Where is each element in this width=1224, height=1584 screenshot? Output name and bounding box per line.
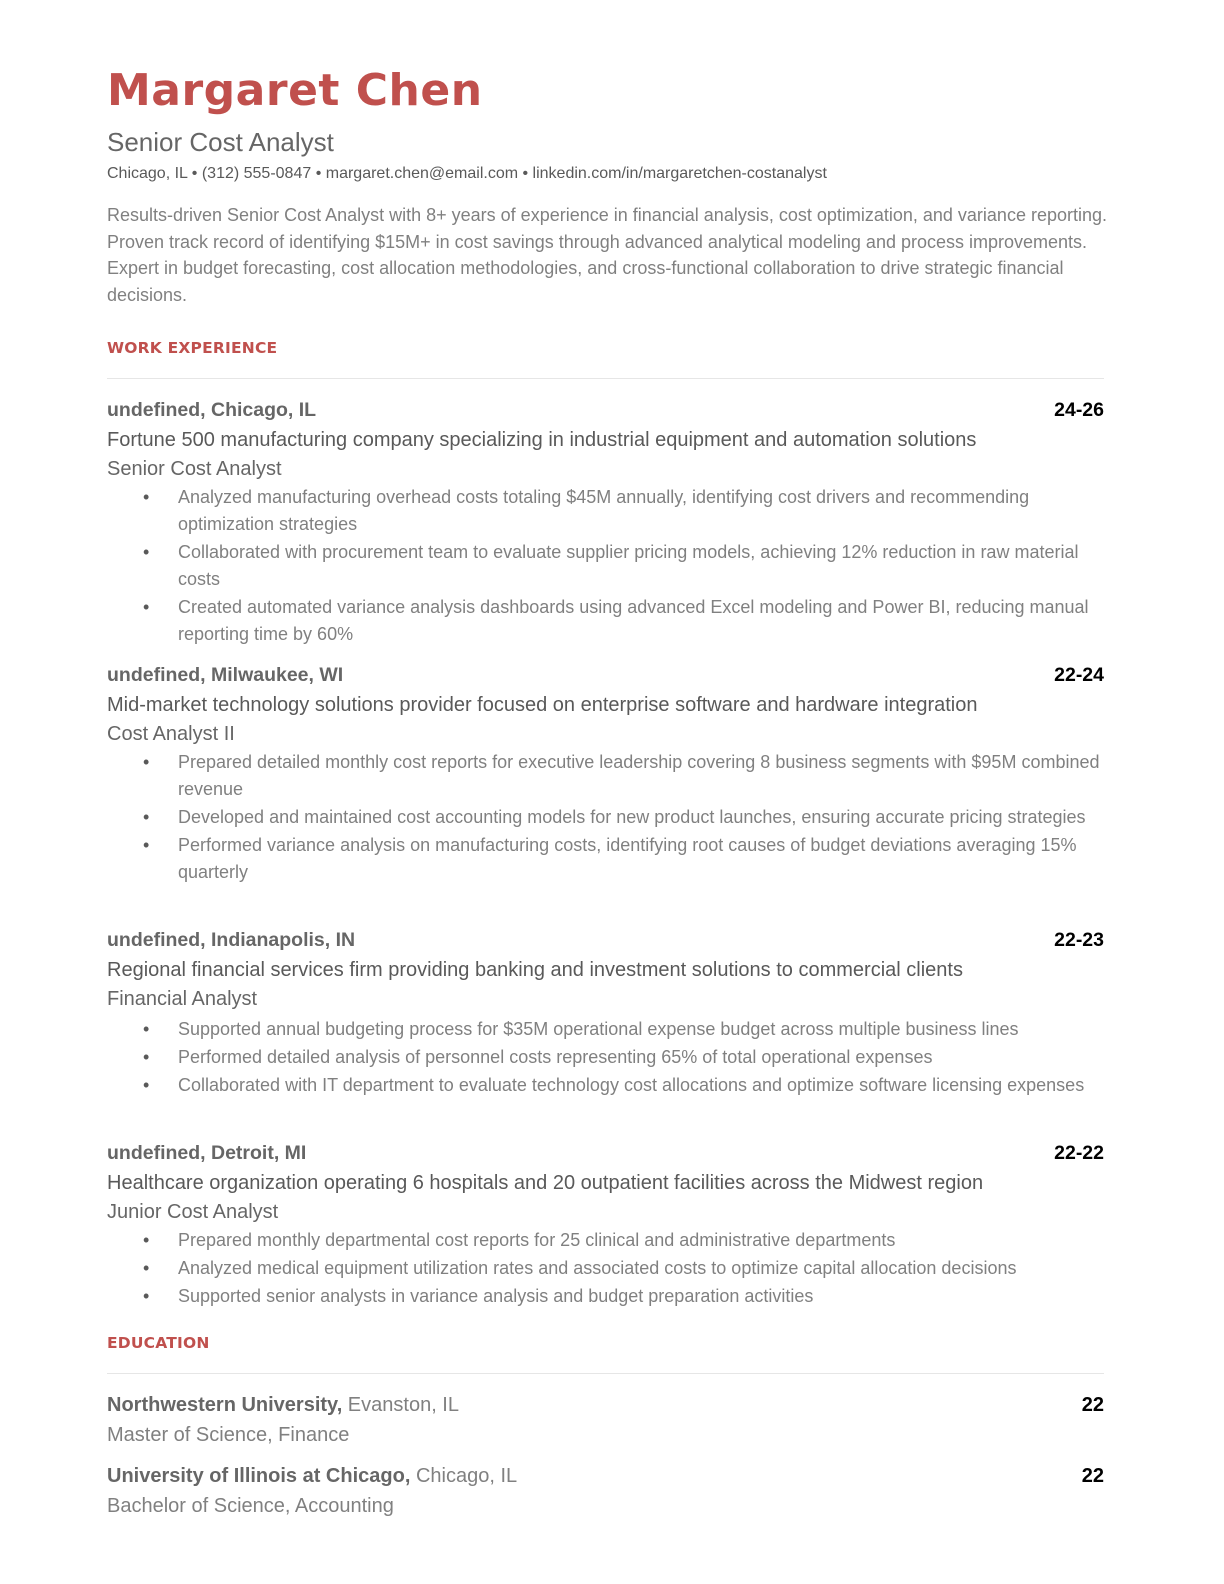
contact-line: Chicago, IL • (312) 555-0847 • margaret.chen@email.com • linkedin.com/in/margaretchen-costanalyst	[107, 165, 827, 182]
school-location: Evanston, IL	[342, 1394, 459, 1416]
bullet-icon: •	[143, 1075, 150, 1095]
job-entry	[107, 926, 1104, 1099]
job-dates: 22-24	[1054, 664, 1104, 686]
school-location: Chicago, IL	[410, 1465, 518, 1487]
degree: Master of Science, Finance	[107, 1424, 350, 1446]
company-description: Mid-market technology solutions provider focused on enterprise software and hardware integration	[107, 694, 978, 716]
job-role: Junior Cost Analyst	[107, 1201, 279, 1223]
bullet-icon: •	[143, 1286, 150, 1306]
job-role: Financial Analyst	[107, 988, 258, 1010]
education-heading: EDUCATION	[107, 1334, 210, 1352]
job-bullets	[107, 484, 1104, 648]
job-entry	[107, 396, 1104, 648]
list-item: • Created automated variance analysis dashboards using advanced Excel modeling and Power BI, reducing manual reporting time by 60%	[107, 594, 1104, 648]
section-divider	[107, 378, 1104, 379]
list-item: • Developed and maintained cost accounting models for new product launches, ensuring accurate pricing strategies	[107, 804, 1104, 831]
list-item: • Prepared detailed monthly cost reports for executive leadership covering 8 business segments with $95M combined revenue	[107, 749, 1104, 803]
list-item: • Performed variance analysis on manufacturing costs, identifying root causes of budget deviations averaging 15% quarterly	[107, 832, 1104, 886]
list-item: • Analyzed manufacturing overhead costs totaling $45M annually, identifying cost drivers and recommending optimization strategies	[107, 484, 1104, 538]
list-item: • Analyzed medical equipment utilization rates and associated costs to optimize capital allocation decisions	[107, 1255, 1104, 1282]
education-entry	[107, 1461, 1104, 1521]
job-entry	[107, 1139, 1104, 1310]
job-bullets	[107, 1227, 1104, 1310]
bullet-icon: •	[143, 1019, 150, 1039]
bullet-icon: •	[143, 1258, 150, 1278]
company-description: Healthcare organization operating 6 hospitals and 20 outpatient facilities across the Midwest region	[107, 1172, 984, 1194]
professional-summary: Results-driven Senior Cost Analyst with 8+ years of experience in financial analysis, cost optimization, and variance reporting. Proven track record of identifying $15M+ in cost savings through advanced analytical modeling and process improvements. Expert in budget forecasting, cost allocation methodologies, and cross-functional collaboration to drive strategic financial decisions.	[107, 205, 1108, 306]
list-item: • Prepared monthly departmental cost reports for 25 clinical and administrative departments	[107, 1227, 1104, 1254]
list-item: • Collaborated with procurement team to evaluate supplier pricing models, achieving 12% reduction in raw material costs	[107, 539, 1104, 593]
job-entry	[107, 661, 1104, 886]
job-dates: 22-22	[1054, 1142, 1104, 1164]
job-bullets	[107, 1016, 1104, 1099]
school-name: University of Illinois at Chicago,	[107, 1465, 411, 1487]
company-description: Fortune 500 manufacturing company specializing in industrial equipment and automation solutions	[107, 429, 977, 451]
job-dates: 22-23	[1054, 929, 1104, 951]
job-dates: 24-26	[1054, 399, 1104, 421]
job-bullets	[107, 749, 1104, 886]
work-experience-heading: WORK EXPERIENCE	[107, 339, 278, 357]
candidate-name: Margaret Chen	[107, 65, 483, 116]
bullet-icon: •	[143, 597, 150, 617]
graduation-year: 22	[1081, 1394, 1104, 1416]
candidate-title: Senior Cost Analyst	[107, 127, 334, 157]
degree: Bachelor of Science, Accounting	[107, 1495, 394, 1517]
list-item: • Supported senior analysts in variance analysis and budget preparation activities	[107, 1283, 1104, 1310]
list-item: • Performed detailed analysis of personnel costs representing 65% of total operational expenses	[107, 1044, 1104, 1071]
bullet-icon: •	[143, 1230, 150, 1250]
job-company: undefined, Detroit, MI	[107, 1142, 307, 1164]
job-role: Senior Cost Analyst	[107, 458, 282, 480]
list-item: • Collaborated with IT department to evaluate technology cost allocations and optimize software licensing expenses	[107, 1072, 1104, 1099]
bullet-icon: •	[143, 807, 150, 827]
list-item: • Supported annual budgeting process for $35M operational expense budget across multiple business lines	[107, 1016, 1104, 1043]
job-company: undefined, Chicago, IL	[107, 399, 317, 421]
company-description: Regional financial services firm providing banking and investment solutions to commercial clients	[107, 959, 963, 981]
bullet-icon: •	[143, 542, 150, 562]
job-role: Cost Analyst II	[107, 723, 235, 745]
job-company: undefined, Indianapolis, IN	[107, 929, 356, 951]
bullet-icon: •	[143, 752, 150, 772]
school-name: Northwestern University,	[107, 1394, 343, 1416]
bullet-icon: •	[143, 1047, 150, 1067]
job-company: undefined, Milwaukee, WI	[107, 664, 344, 686]
education-entry	[107, 1390, 1104, 1450]
bullet-icon: •	[143, 487, 150, 507]
graduation-year: 22	[1081, 1465, 1104, 1487]
section-divider	[107, 1373, 1104, 1374]
bullet-icon: •	[143, 835, 150, 855]
